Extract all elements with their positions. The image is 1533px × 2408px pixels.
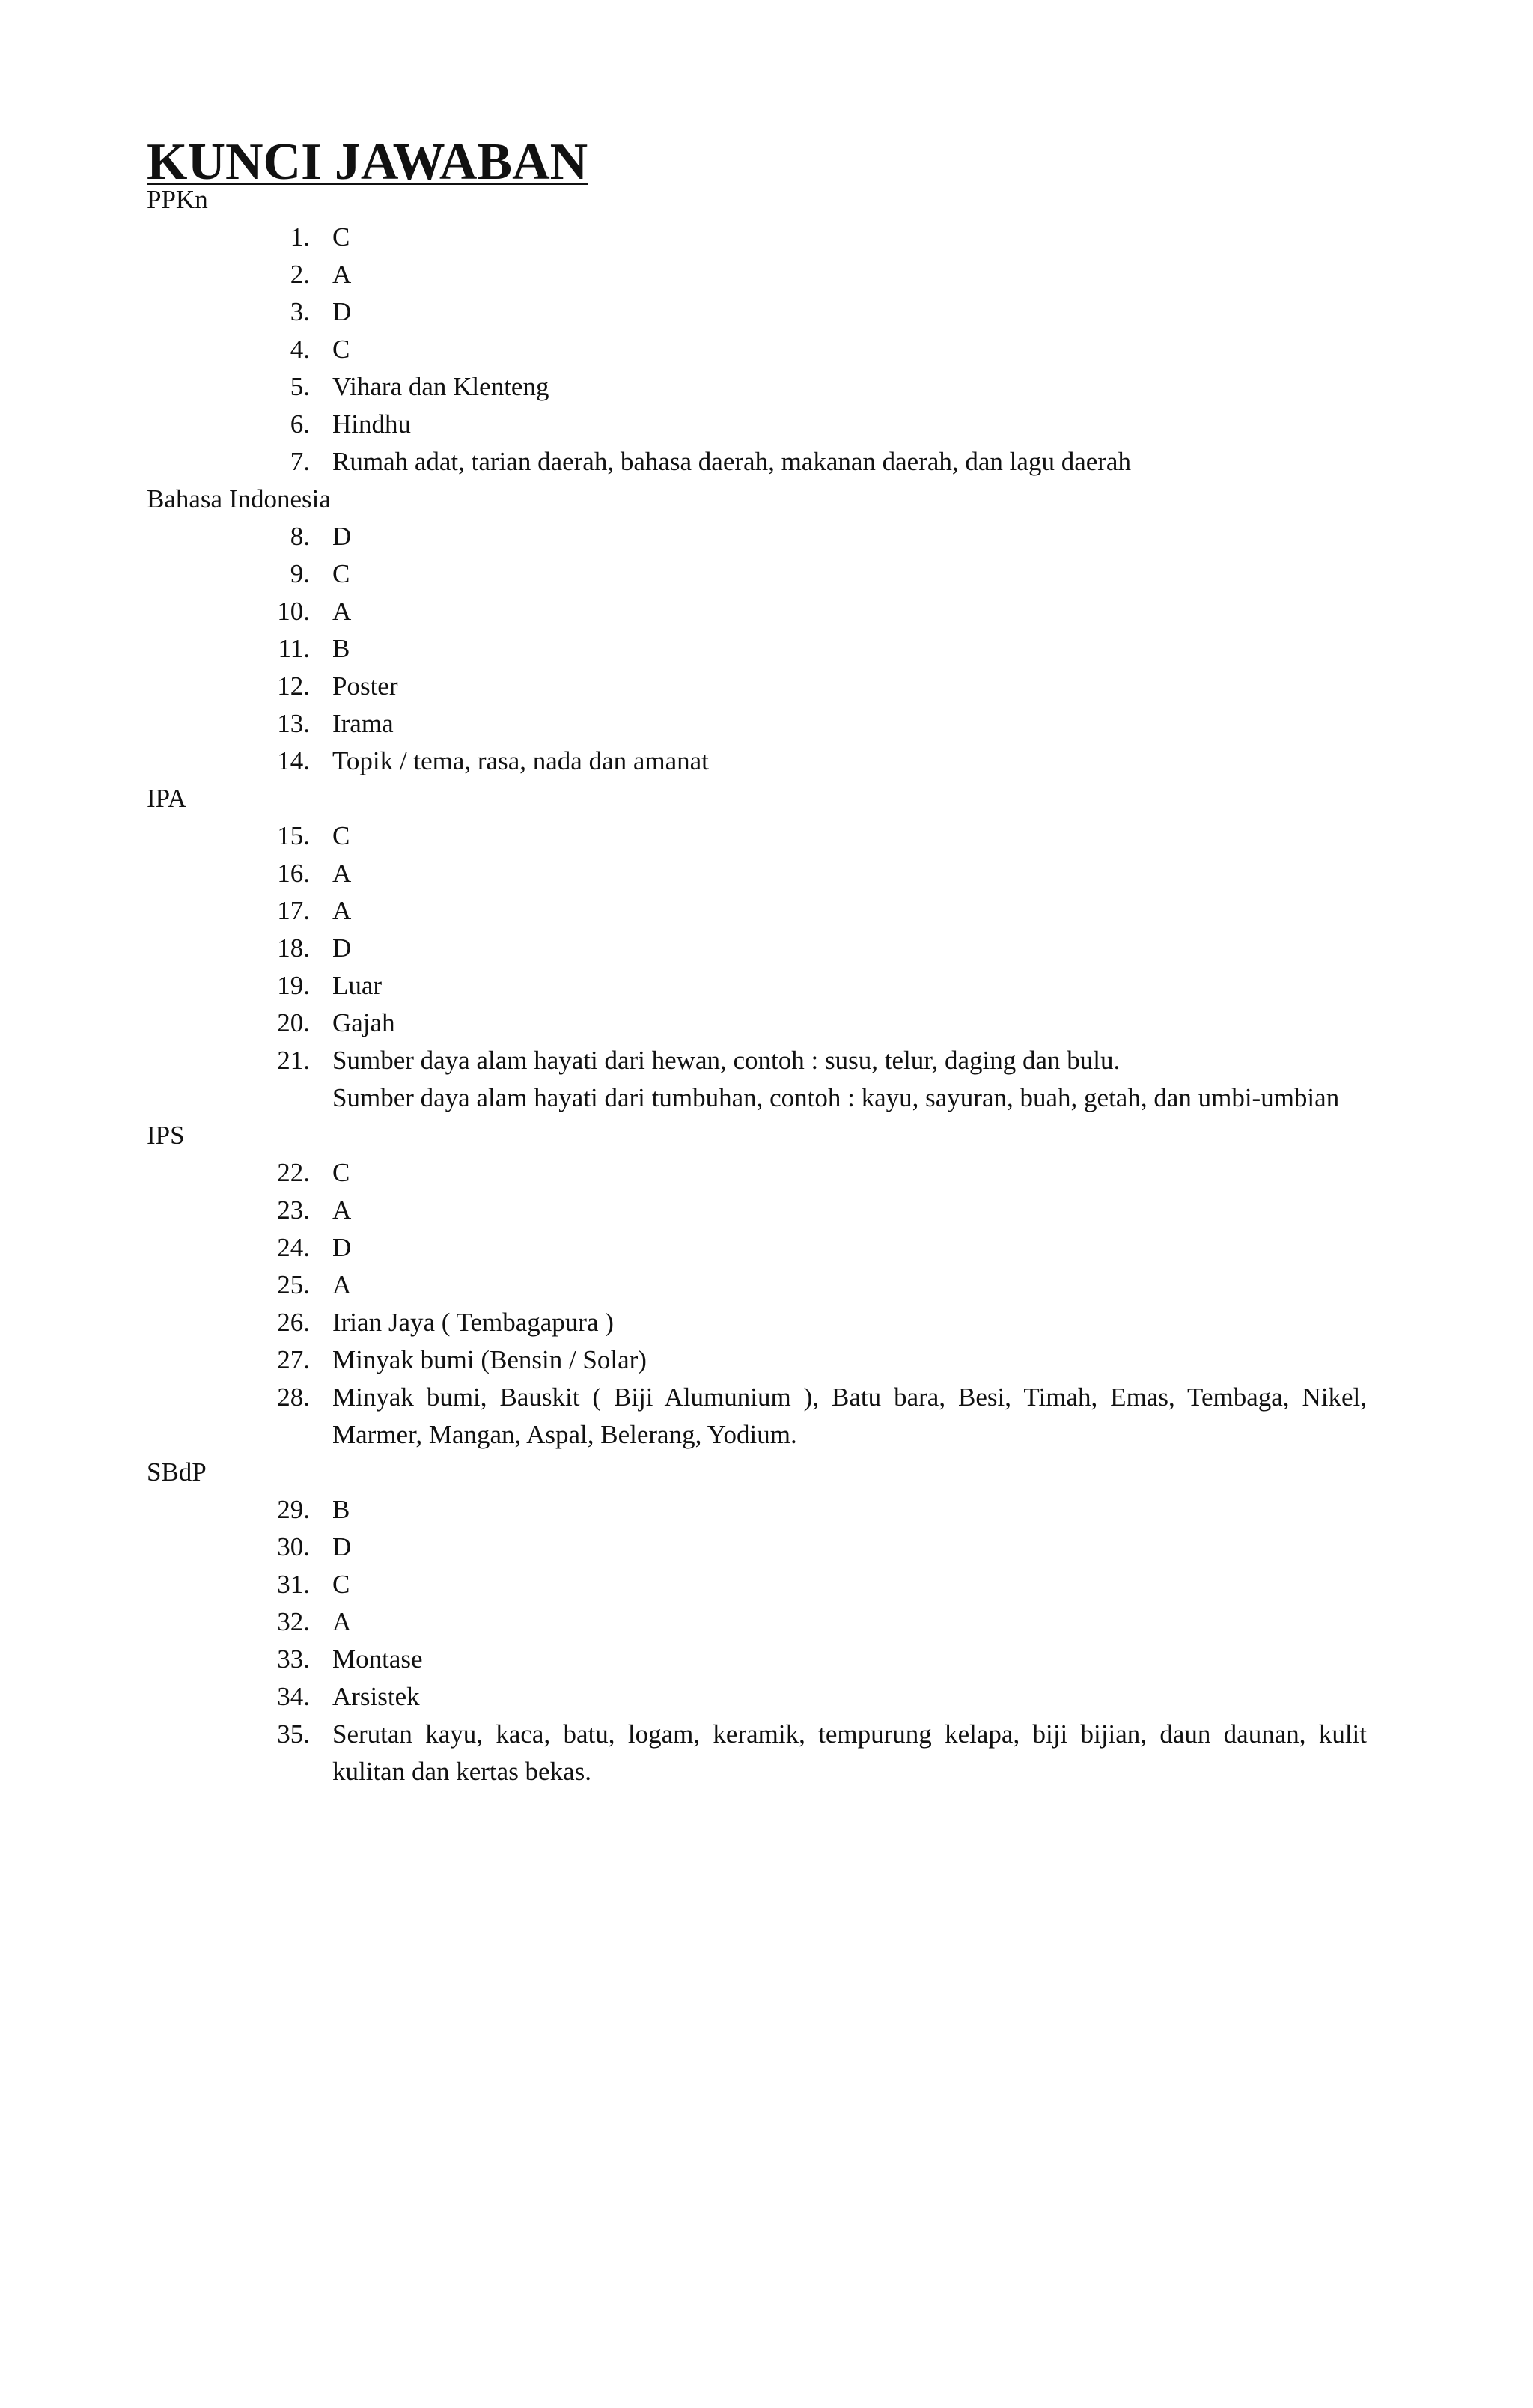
answer-text bbox=[332, 1192, 1367, 1229]
answer-number: 27. bbox=[277, 1345, 310, 1374]
answer-number: 23. bbox=[277, 1195, 310, 1225]
answer-line: Poster bbox=[332, 671, 398, 701]
answer-number: 7. bbox=[290, 447, 310, 476]
answer-list bbox=[147, 1154, 1382, 1454]
answer-text bbox=[332, 855, 1367, 892]
answer-line: B bbox=[332, 1495, 350, 1524]
answer-line: Rumah adat, tarian daerah, bahasa daerah, makanan daerah, dan lagu daerah bbox=[332, 447, 1131, 476]
answer-number: 17. bbox=[277, 896, 310, 925]
section-heading: SBdP bbox=[147, 1457, 207, 1487]
answer-number: 5. bbox=[290, 372, 310, 401]
answer-line: Minyak bumi, Bauskit ( Biji Alumunium ), Batu bara, Besi, Timah, Emas, Tembaga, Nikel, Marmer, Mangan, Aspal, Belerang, Yodium. bbox=[332, 1383, 1367, 1449]
answer-item bbox=[147, 1154, 1382, 1192]
answer-line: A bbox=[332, 859, 352, 888]
answer-number: 32. bbox=[277, 1607, 310, 1636]
answer-text bbox=[332, 930, 1367, 967]
answer-item bbox=[147, 1641, 1382, 1678]
answer-number: 30. bbox=[277, 1532, 310, 1561]
answer-number: 12. bbox=[277, 671, 310, 701]
answer-number: 2. bbox=[290, 260, 310, 289]
answer-item bbox=[147, 1566, 1382, 1603]
answer-text bbox=[332, 1341, 1367, 1379]
answer-number: 29. bbox=[277, 1495, 310, 1524]
answer-item bbox=[147, 930, 1382, 967]
answer-item bbox=[147, 1379, 1382, 1454]
answer-list bbox=[147, 219, 1382, 481]
answer-text bbox=[332, 1229, 1367, 1267]
answer-line: B bbox=[332, 634, 350, 663]
answer-text bbox=[332, 668, 1367, 705]
answer-number: 1. bbox=[290, 222, 310, 252]
answer-line: A bbox=[332, 896, 352, 925]
answer-item bbox=[147, 368, 1382, 406]
answer-number: 10. bbox=[277, 597, 310, 626]
answer-text bbox=[332, 892, 1367, 930]
answer-item bbox=[147, 892, 1382, 930]
answer-number: 9. bbox=[290, 559, 310, 588]
answer-line: Topik / tema, rasa, nada dan amanat bbox=[332, 746, 709, 775]
answer-item bbox=[147, 406, 1382, 443]
answer-number: 19. bbox=[277, 971, 310, 1000]
answer-text bbox=[332, 1267, 1367, 1304]
answer-line: D bbox=[332, 933, 352, 963]
answer-text bbox=[332, 256, 1367, 293]
answer-number: 18. bbox=[277, 933, 310, 963]
answer-line: Gajah bbox=[332, 1008, 395, 1037]
answer-line: A bbox=[332, 260, 352, 289]
answer-item bbox=[147, 331, 1382, 368]
answer-item bbox=[147, 668, 1382, 705]
answer-line: A bbox=[332, 1270, 352, 1299]
answer-item bbox=[147, 256, 1382, 293]
answer-item bbox=[147, 630, 1382, 668]
answer-list bbox=[147, 1491, 1382, 1790]
answer-item bbox=[147, 293, 1382, 331]
answer-line: A bbox=[332, 1607, 352, 1636]
answer-text bbox=[332, 1528, 1367, 1566]
answer-text bbox=[332, 1566, 1367, 1603]
answer-number: 28. bbox=[277, 1383, 310, 1412]
answer-number: 13. bbox=[277, 709, 310, 738]
answer-line: D bbox=[332, 1532, 352, 1561]
answer-line: Irian Jaya ( Tembagapura ) bbox=[332, 1308, 614, 1337]
answer-key-page bbox=[147, 133, 1382, 1790]
answer-line: D bbox=[332, 522, 352, 551]
answer-line: Hindhu bbox=[332, 409, 411, 439]
answer-item bbox=[147, 1042, 1382, 1117]
answer-item bbox=[147, 743, 1382, 780]
answer-text bbox=[332, 1379, 1367, 1454]
answer-text bbox=[332, 1304, 1367, 1341]
answer-number: 24. bbox=[277, 1233, 310, 1262]
answer-text bbox=[332, 1641, 1367, 1678]
answer-item bbox=[147, 1267, 1382, 1304]
answer-line: Arsistek bbox=[332, 1682, 420, 1711]
answer-text bbox=[332, 1154, 1367, 1192]
section-heading: Bahasa Indonesia bbox=[147, 484, 331, 513]
section-bahasa-indonesia bbox=[147, 481, 1382, 780]
answer-text bbox=[332, 817, 1367, 855]
answer-text bbox=[332, 1491, 1367, 1528]
answer-item bbox=[147, 593, 1382, 630]
answer-number: 35. bbox=[277, 1719, 310, 1749]
page-title: KUNCI JAWABAN bbox=[147, 133, 588, 191]
answer-text bbox=[332, 293, 1367, 331]
answer-line: Sumber daya alam hayati dari tumbuhan, contoh : kayu, sayuran, buah, getah, dan umbi-umbian bbox=[332, 1083, 1340, 1112]
answer-item bbox=[147, 1229, 1382, 1267]
answer-text bbox=[332, 443, 1367, 481]
answer-number: 15. bbox=[277, 821, 310, 850]
answer-item bbox=[147, 1304, 1382, 1341]
section-heading: IPA bbox=[147, 784, 187, 813]
answer-text bbox=[332, 219, 1367, 256]
answer-line: Luar bbox=[332, 971, 383, 1000]
answer-line: C bbox=[332, 222, 350, 252]
answer-number: 8. bbox=[290, 522, 310, 551]
answer-item bbox=[147, 443, 1382, 481]
answer-text bbox=[332, 331, 1367, 368]
answer-line: D bbox=[332, 297, 352, 326]
answer-text bbox=[332, 406, 1367, 443]
answer-line: A bbox=[332, 1195, 352, 1225]
answer-item bbox=[147, 1678, 1382, 1716]
answer-line: C bbox=[332, 1158, 350, 1187]
answer-item bbox=[147, 555, 1382, 593]
section-ppkn bbox=[147, 181, 1382, 481]
section-sbdp bbox=[147, 1454, 1382, 1790]
answer-line: D bbox=[332, 1233, 352, 1262]
answer-number: 4. bbox=[290, 335, 310, 364]
answer-line: C bbox=[332, 821, 350, 850]
answer-number: 14. bbox=[277, 746, 310, 775]
answer-number: 11. bbox=[278, 634, 310, 663]
answer-text bbox=[332, 630, 1367, 668]
answer-text bbox=[332, 743, 1367, 780]
answer-item bbox=[147, 1341, 1382, 1379]
answer-item bbox=[147, 855, 1382, 892]
answer-line: A bbox=[332, 597, 352, 626]
answer-text bbox=[332, 1005, 1367, 1042]
answer-item bbox=[147, 967, 1382, 1005]
answer-line: Vihara dan Klenteng bbox=[332, 372, 549, 401]
answer-number: 20. bbox=[277, 1008, 310, 1037]
answer-number: 26. bbox=[277, 1308, 310, 1337]
answer-number: 6. bbox=[290, 409, 310, 439]
section-heading: PPKn bbox=[147, 185, 208, 214]
answer-line: Montase bbox=[332, 1645, 423, 1674]
answer-line: Serutan kayu, kaca, batu, logam, keramik, tempurung kelapa, biji bijian, daun daunan, kulit kulitan dan kertas bekas. bbox=[332, 1719, 1367, 1786]
answer-line: C bbox=[332, 559, 350, 588]
answer-text bbox=[332, 1716, 1367, 1790]
answer-item bbox=[147, 817, 1382, 855]
answer-item bbox=[147, 518, 1382, 555]
answer-text bbox=[332, 1603, 1367, 1641]
answer-number: 33. bbox=[277, 1645, 310, 1674]
answer-text bbox=[332, 967, 1367, 1005]
answer-number: 16. bbox=[277, 859, 310, 888]
answer-item bbox=[147, 1192, 1382, 1229]
answer-item bbox=[147, 705, 1382, 743]
section-heading: IPS bbox=[147, 1121, 185, 1150]
answer-number: 21. bbox=[277, 1046, 310, 1075]
answer-line: Sumber daya alam hayati dari hewan, contoh : susu, telur, daging dan bulu. bbox=[332, 1046, 1121, 1075]
answer-number: 22. bbox=[277, 1158, 310, 1187]
answer-text bbox=[332, 518, 1367, 555]
answer-item bbox=[147, 1005, 1382, 1042]
answer-number: 34. bbox=[277, 1682, 310, 1711]
answer-item bbox=[147, 219, 1382, 256]
answer-item bbox=[147, 1603, 1382, 1641]
answer-line: Minyak bumi (Bensin / Solar) bbox=[332, 1345, 647, 1374]
answer-line: C bbox=[332, 335, 350, 364]
answer-text bbox=[332, 705, 1367, 743]
answer-item bbox=[147, 1491, 1382, 1528]
section-ips bbox=[147, 1117, 1382, 1454]
answer-text bbox=[332, 593, 1367, 630]
answer-number: 25. bbox=[277, 1270, 310, 1299]
answer-line: Irama bbox=[332, 709, 394, 738]
answer-line: C bbox=[332, 1570, 350, 1599]
answer-text bbox=[332, 555, 1367, 593]
answer-item bbox=[147, 1716, 1382, 1790]
answer-item bbox=[147, 1528, 1382, 1566]
answer-text bbox=[332, 368, 1367, 406]
answer-number: 31. bbox=[277, 1570, 310, 1599]
answer-number: 3. bbox=[290, 297, 310, 326]
answer-list bbox=[147, 518, 1382, 780]
answer-list bbox=[147, 817, 1382, 1117]
section-ipa bbox=[147, 780, 1382, 1117]
answer-text bbox=[332, 1042, 1367, 1117]
answer-text bbox=[332, 1678, 1367, 1716]
